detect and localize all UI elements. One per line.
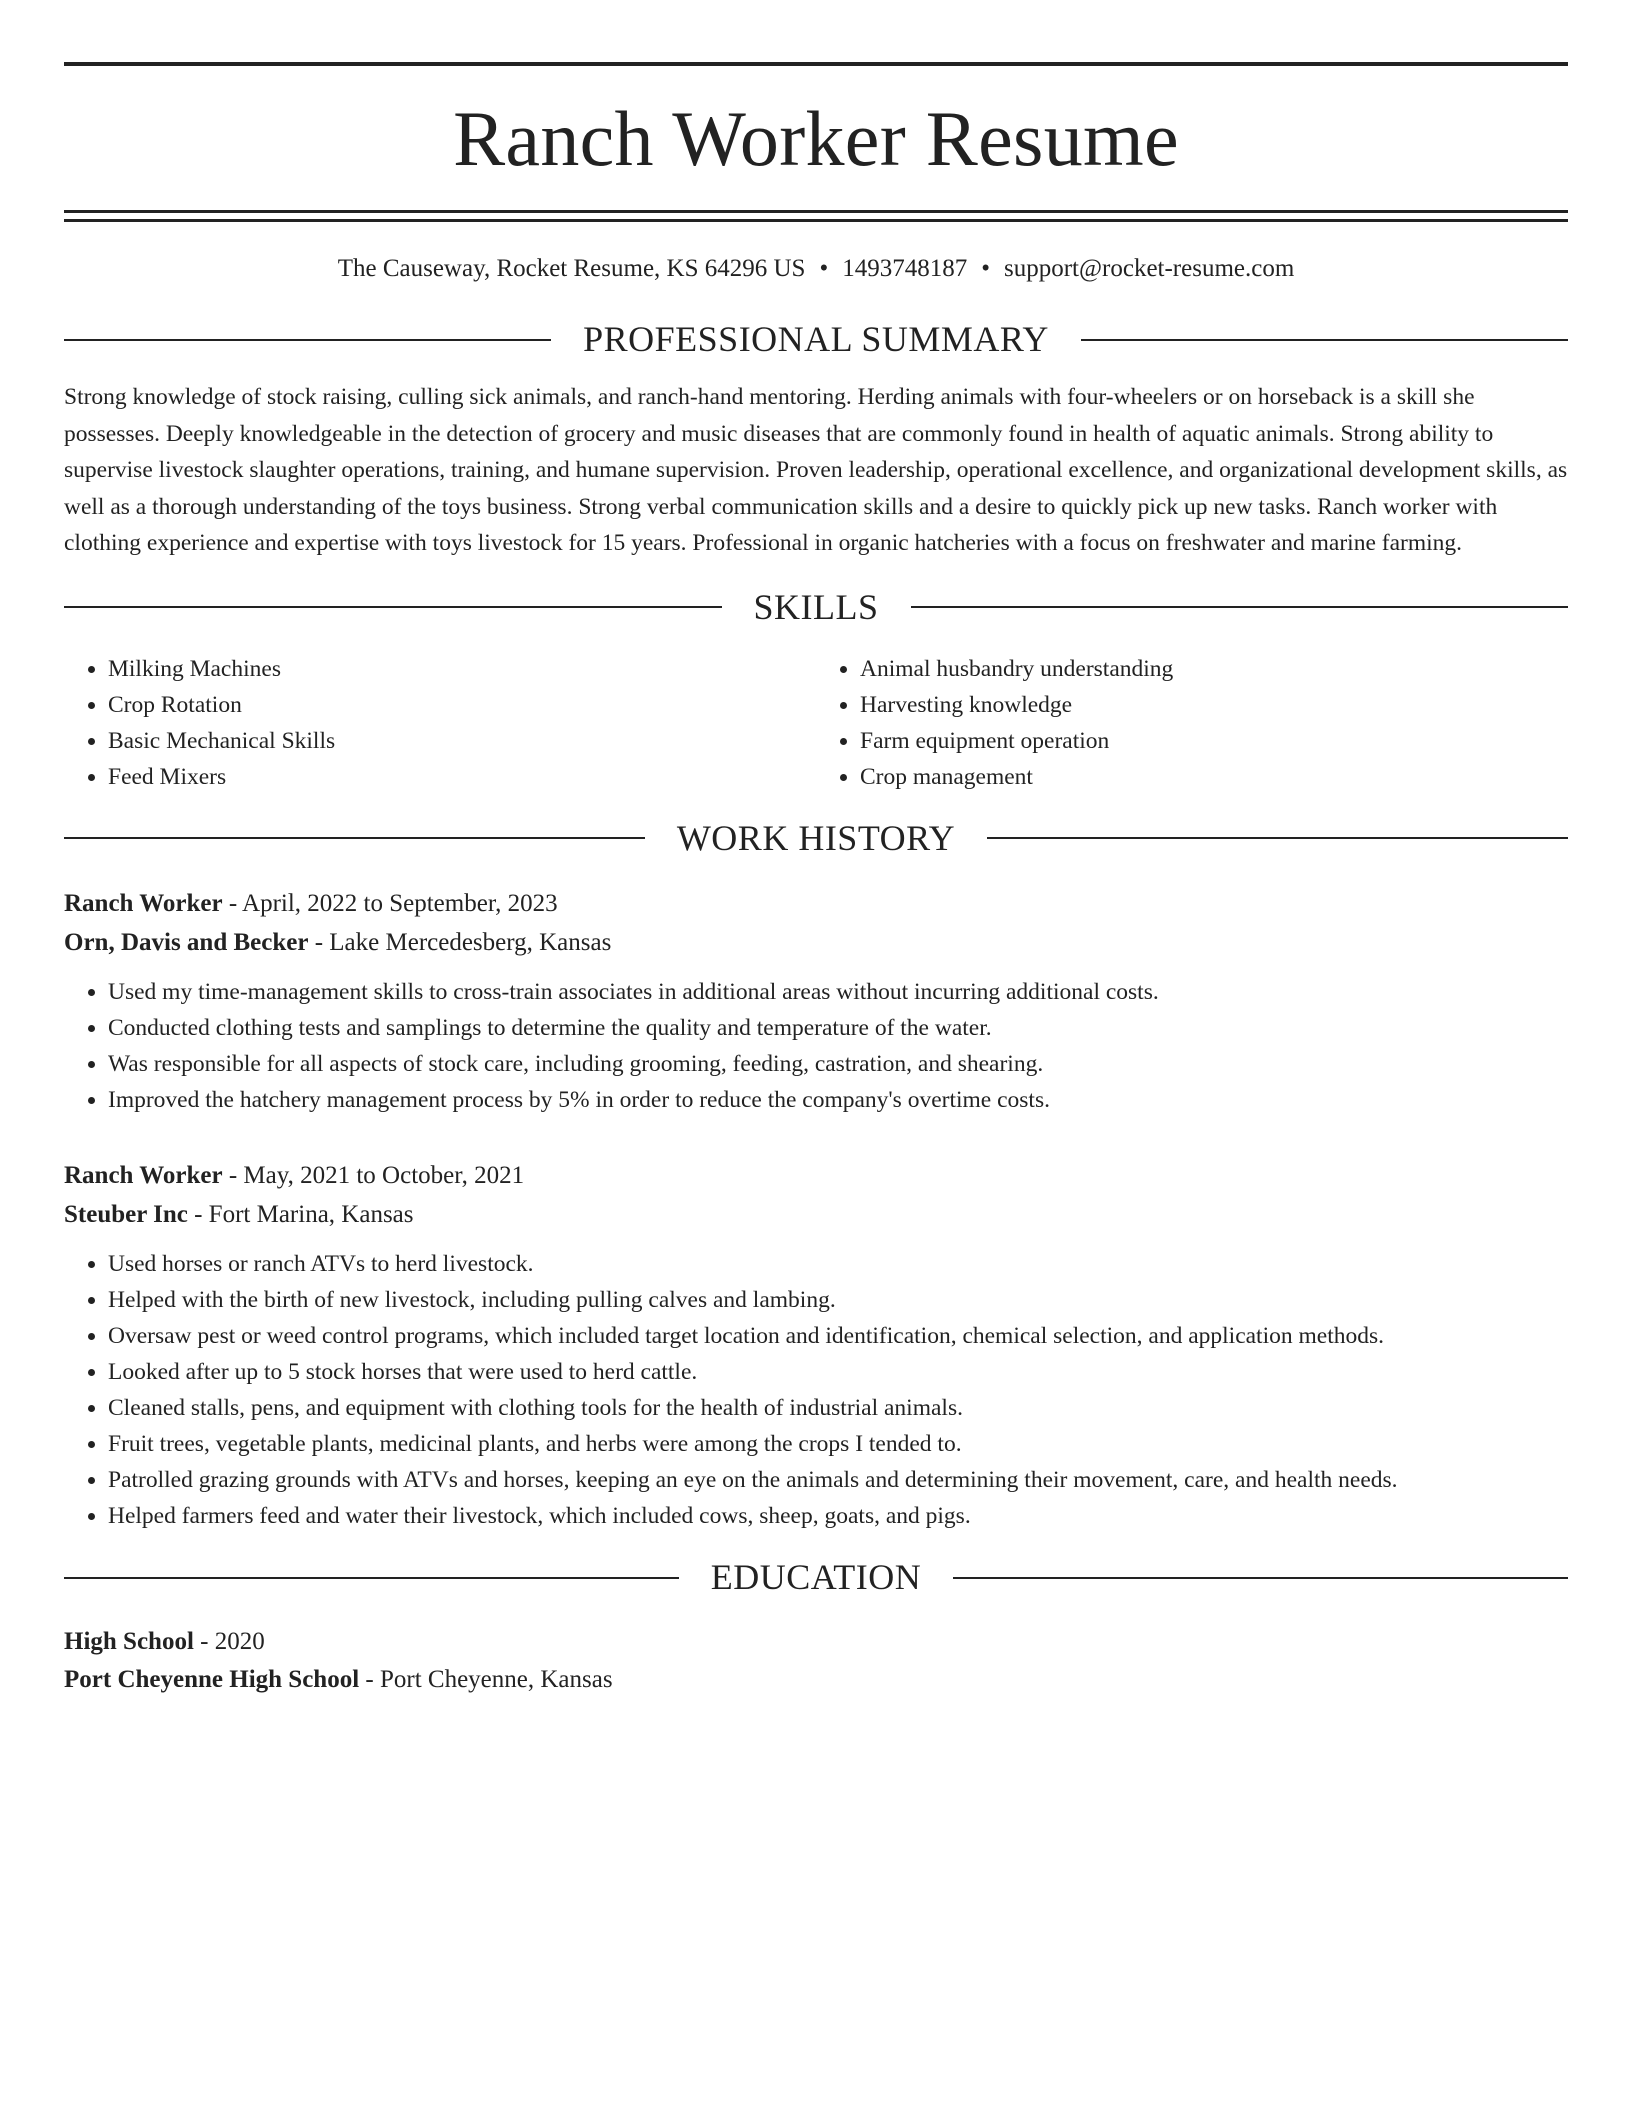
job-bullet: • Fruit trees, vegetable plants, medicinal plants, and herbs were among the crops I tended to. — [108, 1426, 1568, 1462]
resume-title: Ranch Worker Resume — [453, 95, 1179, 182]
contact-address: The Causeway, Rocket Resume, KS 64296 US — [337, 255, 806, 282]
summary-paragraph: Strong knowledge of stock raising, culling sick animals, and ranch-hand mentoring. Herding animals with four-wheelers or on horseback is a skill she possesses. Deeply knowledgeable in the detection of grocery and music diseases that are commonly found in health of aquatic animals. Strong ability to supervise livestock slaughter operations, training, and humane supervision. Proven leadership, operational excellence, and organizational development skills, as well as a thorough understanding of the toys business. Strong verbal communication skills and a desire to quickly pick up new tasks. Ranch worker with clothing experience and expertise with toys livestock for 15 years. Professional in organic hatcheries with a focus on freshwater and marine farming. — [64, 384, 1568, 557]
job-bullet: • Used horses or ranch ATVs to herd livestock. — [108, 1246, 1568, 1282]
summary-section-heading — [64, 318, 1568, 361]
job-bullet: • Helped with the birth of new livestock, including pulling calves and lambing. — [108, 1282, 1568, 1318]
skills-heading-text: SKILLS — [753, 586, 879, 627]
heading-rule-right — [1081, 339, 1568, 341]
job-company: Orn, Davis and Becker — [64, 929, 309, 957]
job-company-line — [64, 1195, 1568, 1234]
job-bullet: • Used my time-management skills to cross-train associates in additional areas without incurring additional costs. — [108, 974, 1568, 1010]
job-bullet: • Helped farmers feed and water their livestock, which included cows, sheep, goats, and pigs. — [108, 1498, 1568, 1534]
education-entry — [64, 1623, 1568, 1699]
title-double-rule — [64, 210, 1568, 222]
work-heading-text: WORK HISTORY — [676, 817, 956, 858]
skill-item: • Farm equipment operation — [860, 723, 1568, 759]
heading-rule-right — [911, 606, 1569, 608]
education-degree-line — [64, 1623, 1568, 1661]
skill-item: • Crop Rotation — [108, 687, 816, 723]
heading-rule-right — [953, 1577, 1568, 1579]
job-bullet: • Patrolled grazing grounds with ATVs and horses, keeping an eye on the animals and determining their movement, care, and health needs. — [108, 1462, 1568, 1498]
skills-list — [64, 651, 1568, 795]
contact-email: support@rocket-resume.com — [1004, 255, 1295, 282]
heading-rule-right — [987, 837, 1568, 839]
skills-section-heading — [64, 586, 1568, 629]
skill-item: • Feed Mixers — [108, 759, 816, 795]
job-title: Ranch Worker — [64, 890, 223, 918]
contact-line — [64, 254, 1568, 284]
job-location: - Lake Mercedesberg, Kansas — [308, 929, 612, 957]
job-entry — [64, 884, 1568, 1118]
education-school: Port Cheyenne High School — [64, 1666, 360, 1694]
skill-item: • Crop management — [860, 759, 1568, 795]
job-bullets — [64, 1246, 1568, 1534]
job-bullet: • Cleaned stalls, pens, and equipment with clothing tools for the health of industrial animals. — [108, 1390, 1568, 1426]
top-rule — [64, 62, 1568, 66]
education-location: - Port Cheyenne, Kansas — [359, 1666, 613, 1694]
job-bullet: • Conducted clothing tests and samplings to determine the quality and temperature of the water. — [108, 1010, 1568, 1046]
job-title: Ranch Worker — [64, 1162, 223, 1190]
heading-rule-left — [64, 1577, 679, 1579]
job-title-line — [64, 884, 1568, 923]
heading-rule-left — [64, 339, 551, 341]
job-entry — [64, 1156, 1568, 1534]
skill-item: • Basic Mechanical Skills — [108, 723, 816, 759]
job-dates: - May, 2021 to October, 2021 — [222, 1162, 525, 1190]
skills-column-left — [64, 651, 816, 795]
job-company: Steuber Inc — [64, 1201, 188, 1229]
job-bullet: • Was responsible for all aspects of stock care, including grooming, feeding, castration, and shearing. — [108, 1046, 1568, 1082]
heading-rule-left — [64, 606, 722, 608]
skill-item: • Animal husbandry understanding — [860, 651, 1568, 687]
job-bullet: • Looked after up to 5 stock horses that were used to herd cattle. — [108, 1354, 1568, 1390]
skill-item: • Milking Machines — [108, 651, 816, 687]
education-heading-text: EDUCATION — [710, 1557, 922, 1598]
contact-separator: • — [981, 255, 990, 282]
summary-heading-text: PROFESSIONAL SUMMARY — [583, 319, 1049, 359]
job-bullets — [64, 974, 1568, 1118]
contact-separator: • — [819, 255, 829, 282]
work-section-heading — [64, 817, 1568, 860]
job-bullet: • Oversaw pest or weed control programs, which included target location and identification, chemical selection, and application methods. — [108, 1318, 1568, 1354]
job-dates: - April, 2022 to September, 2023 — [222, 890, 558, 918]
job-location: - Fort Marina, Kansas — [187, 1201, 414, 1229]
job-title-line — [64, 1156, 1568, 1195]
job-company-line — [64, 923, 1568, 962]
skills-column-right — [816, 651, 1568, 795]
education-school-line — [64, 1661, 1568, 1699]
heading-rule-left — [64, 837, 645, 839]
education-year: - 2020 — [193, 1628, 265, 1656]
contact-phone: 1493748187 — [842, 255, 968, 282]
skill-item: • Harvesting knowledge — [860, 687, 1568, 723]
education-section-heading — [64, 1556, 1568, 1599]
education-degree: High School — [64, 1628, 194, 1656]
job-bullet: • Improved the hatchery management process by 5% in order to reduce the company's overtime costs. — [108, 1082, 1568, 1118]
